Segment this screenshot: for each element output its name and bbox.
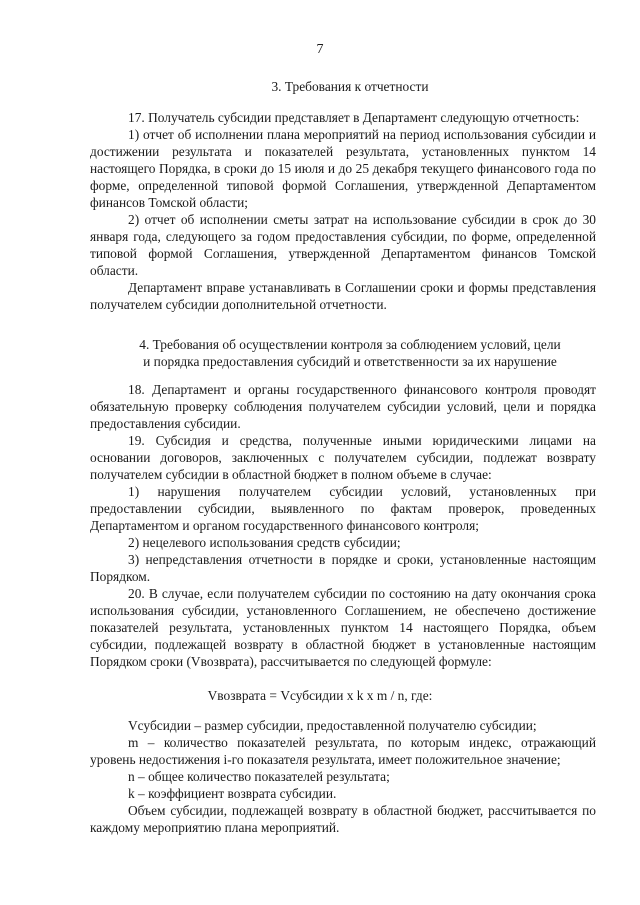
definition-m: m – количество показателей результата, по которым индекс, отражающий уровень недостижения i-го показателя результата, имеет положительное значение; (90, 735, 596, 767)
paragraph-17-item-1: 1) отчет об исполнении плана мероприятий на период использования субсидии и достижении результата и показателей результата, установленных пунктом 14 настоящего Порядка, в сроки до 15 июля и до 25 декабря текущего финансового года по форме, определенной типовой формой Соглашения, утвержденной Департаментом финансов Томской области; (90, 127, 596, 210)
paragraph-19: 19. Субсидия и средства, полученные иными юридическими лицами на основании договоров, заключенных с получателем субсидии, подлежат возврату получателем субсидии в областной бюджет в полном объеме в случае: (90, 433, 596, 482)
section-3-body (90, 109, 596, 313)
definition-v-subsidy: Vсубсидии – размер субсидии, предоставленной получателю субсидии; (128, 718, 537, 733)
paragraph-19-item-2: 2) нецелевого использования средств субсидии; (128, 535, 401, 550)
paragraph-17: 17. Получатель субсидии представляет в Департамент следующую отчетность: (128, 110, 580, 125)
formula-definitions (90, 717, 596, 836)
paragraph-17-item-2: 2) отчет об исполнении сметы затрат на использование субсидии в срок до 30 января года, следующего за годом предоставления субсидии, по форме, определенной типовой формой Соглашения, утвержденной Департаментом финансов Томской области. (90, 212, 596, 278)
paragraph-17-additional: Департамент вправе устанавливать в Соглашении сроки и формы представления получателем субсидии дополнительной отчетности. (90, 280, 596, 312)
paragraph-19-item-3: 3) непредставления отчетности в порядке и сроки, установленные настоящим Порядком. (90, 552, 596, 584)
return-calculation-note: Объем субсидии, подлежащей возврату в областной бюджет, рассчитывается по каждому мероприятию плана мероприятий. (90, 803, 596, 835)
paragraph-19-item-1: 1) нарушения получателем субсидии условий, установленных при предоставлении субсидии, выявленного по фактам проверок, проведенных Департаментом и органом государственного финансового контроля; (90, 484, 596, 533)
definition-n: n – общее количество показателей результата; (128, 769, 390, 784)
section-4-heading (90, 336, 610, 370)
page-number: 7 (316, 42, 324, 57)
paragraph-18: 18. Департамент и органы государственного финансового контроля проводят обязательную проверку соблюдения получателем субсидии условий, цели и порядка предоставления субсидии. (90, 382, 596, 431)
section-4-body (90, 381, 596, 670)
definition-k: k – коэффициент возврата субсидии. (128, 786, 337, 801)
section-3-heading: 3. Требования к отчетности (271, 79, 429, 94)
section-4-heading-line-2: и порядка предоставления субсидий и ответственности за их нарушение (143, 354, 557, 369)
paragraph-20: 20. В случае, если получателем субсидии по состоянию на дату окончания срока использования субсидии, установленного Соглашением, не обеспечено достижение показателей результата, установленных пунктом 14 настоящего Порядка, объем субсидии, подлежащей возврату в областной бюджет в установленные настоящим Порядком сроки (Vвозврата), рассчитывается по следующей формуле: (90, 586, 596, 669)
section-4-heading-line-1: 4. Требования об осуществлении контроля за соблюдением условий, цели (139, 337, 561, 352)
return-formula: Vвозврата = Vсубсидии x k x m / n, где: (207, 688, 433, 703)
